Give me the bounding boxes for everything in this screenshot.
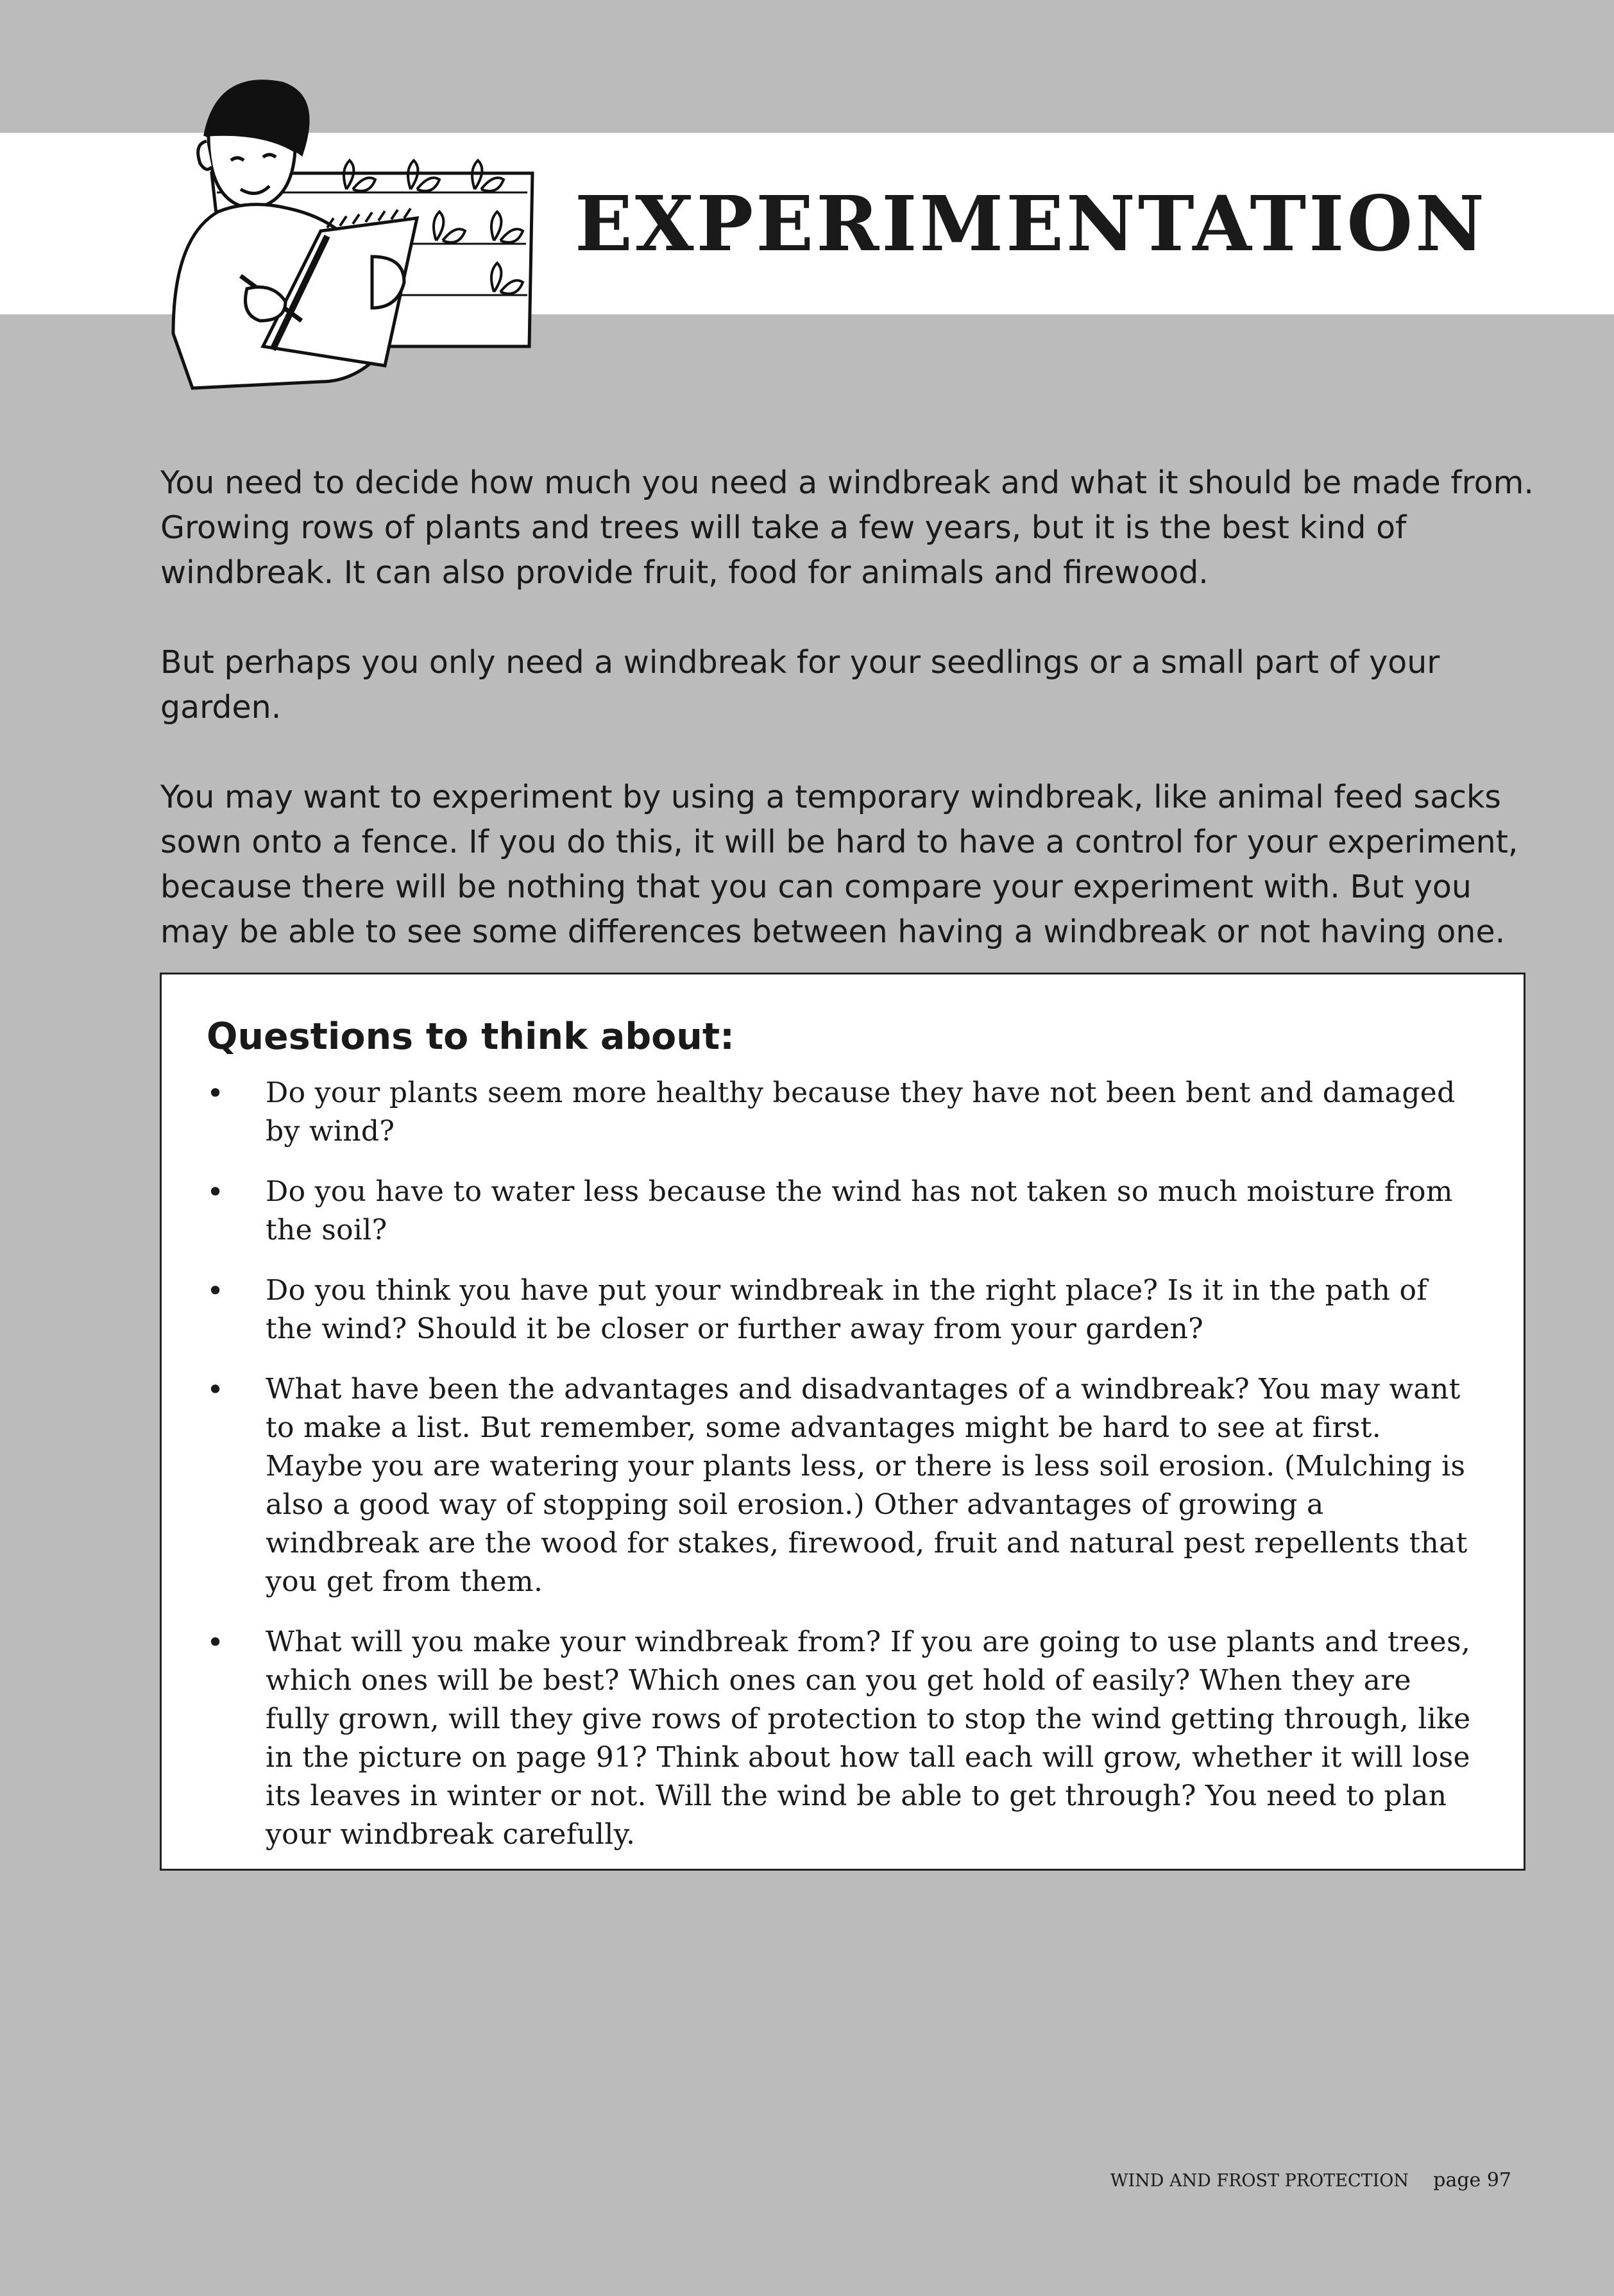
questions-heading: Questions to think about: bbox=[207, 1016, 735, 1058]
footer-separator bbox=[1415, 2169, 1427, 2191]
page-number: page 97 bbox=[1433, 2169, 1511, 2191]
question-text: What will you make your windbreak from? If you are going to use plants and trees, which ones will be best? Which ones can you get hold of easily? When they are fully grown, will they give rows of protection to stop the wind getting through, like in the picture on page 91? Think about how tall each will grow, whether it will lose its leaves in winter or not. Will the wind be able to get through? You need to plan your windbreak carefully. bbox=[266, 1626, 1471, 1851]
intro-paragraph: But perhaps you only need a windbreak for your seedlings or a small part of your garden. bbox=[160, 644, 1440, 726]
list-item bbox=[162, 1370, 1524, 1601]
page-title: EXPERIMENTATION bbox=[575, 179, 1487, 268]
bullet-icon: • bbox=[207, 1273, 225, 1308]
question-text: Do you have to water less because the wind has not taken so much moisture from the soil? bbox=[266, 1175, 1453, 1246]
question-text: Do you think you have put your windbreak in the right place? Is it in the path of the wind? Should it be closer or further away from your garden? bbox=[266, 1274, 1427, 1345]
list-item bbox=[162, 1173, 1524, 1250]
questions-list bbox=[162, 1074, 1524, 1876]
bullet-icon: • bbox=[207, 1175, 225, 1209]
question-text: Do your plants seem more healthy because they have not been bent and damaged by wind? bbox=[266, 1076, 1456, 1148]
person-icon bbox=[173, 81, 417, 388]
bullet-icon: • bbox=[207, 1372, 225, 1407]
illustration bbox=[135, 64, 558, 404]
page-footer bbox=[1110, 2169, 1511, 2191]
question-text: What have been the advantages and disadvantages of a windbreak? You may want to make a list. But remember, some advantages might be hard to see at first. Maybe you are watering your plants less, or there is less soil erosion. (Mulching is also a good way of stopping soil erosion.) Other advantages of growing a windbreak are the wood for stakes, firewood, fruit and natural pest repellents that you get from them. bbox=[266, 1373, 1468, 1598]
questions-box bbox=[160, 973, 1525, 1871]
bullet-icon: • bbox=[207, 1625, 225, 1660]
bullet-icon: • bbox=[207, 1076, 225, 1110]
list-item bbox=[162, 1271, 1524, 1348]
intro-paragraph: You need to decide how much you need a windbreak and what it should be made from. Growing rows of plants and trees will take a few years, but it is the best kind of windbreak. It can also provide fruit, food for animals and firewood. bbox=[160, 464, 1534, 591]
list-item bbox=[162, 1623, 1524, 1854]
list-item bbox=[162, 1074, 1524, 1151]
intro-paragraph: You may want to experiment by using a temporary windbreak, like animal feed sacks sown onto a fence. If you do this, it will be hard to have a control for your experiment, because there will be nothing that you can compare your experiment with. But you may be able to see some differences between having a windbreak or not having one. bbox=[160, 779, 1518, 950]
intro-text bbox=[160, 461, 1540, 999]
footer-section: WIND AND FROST PROTECTION bbox=[1110, 2171, 1409, 2191]
